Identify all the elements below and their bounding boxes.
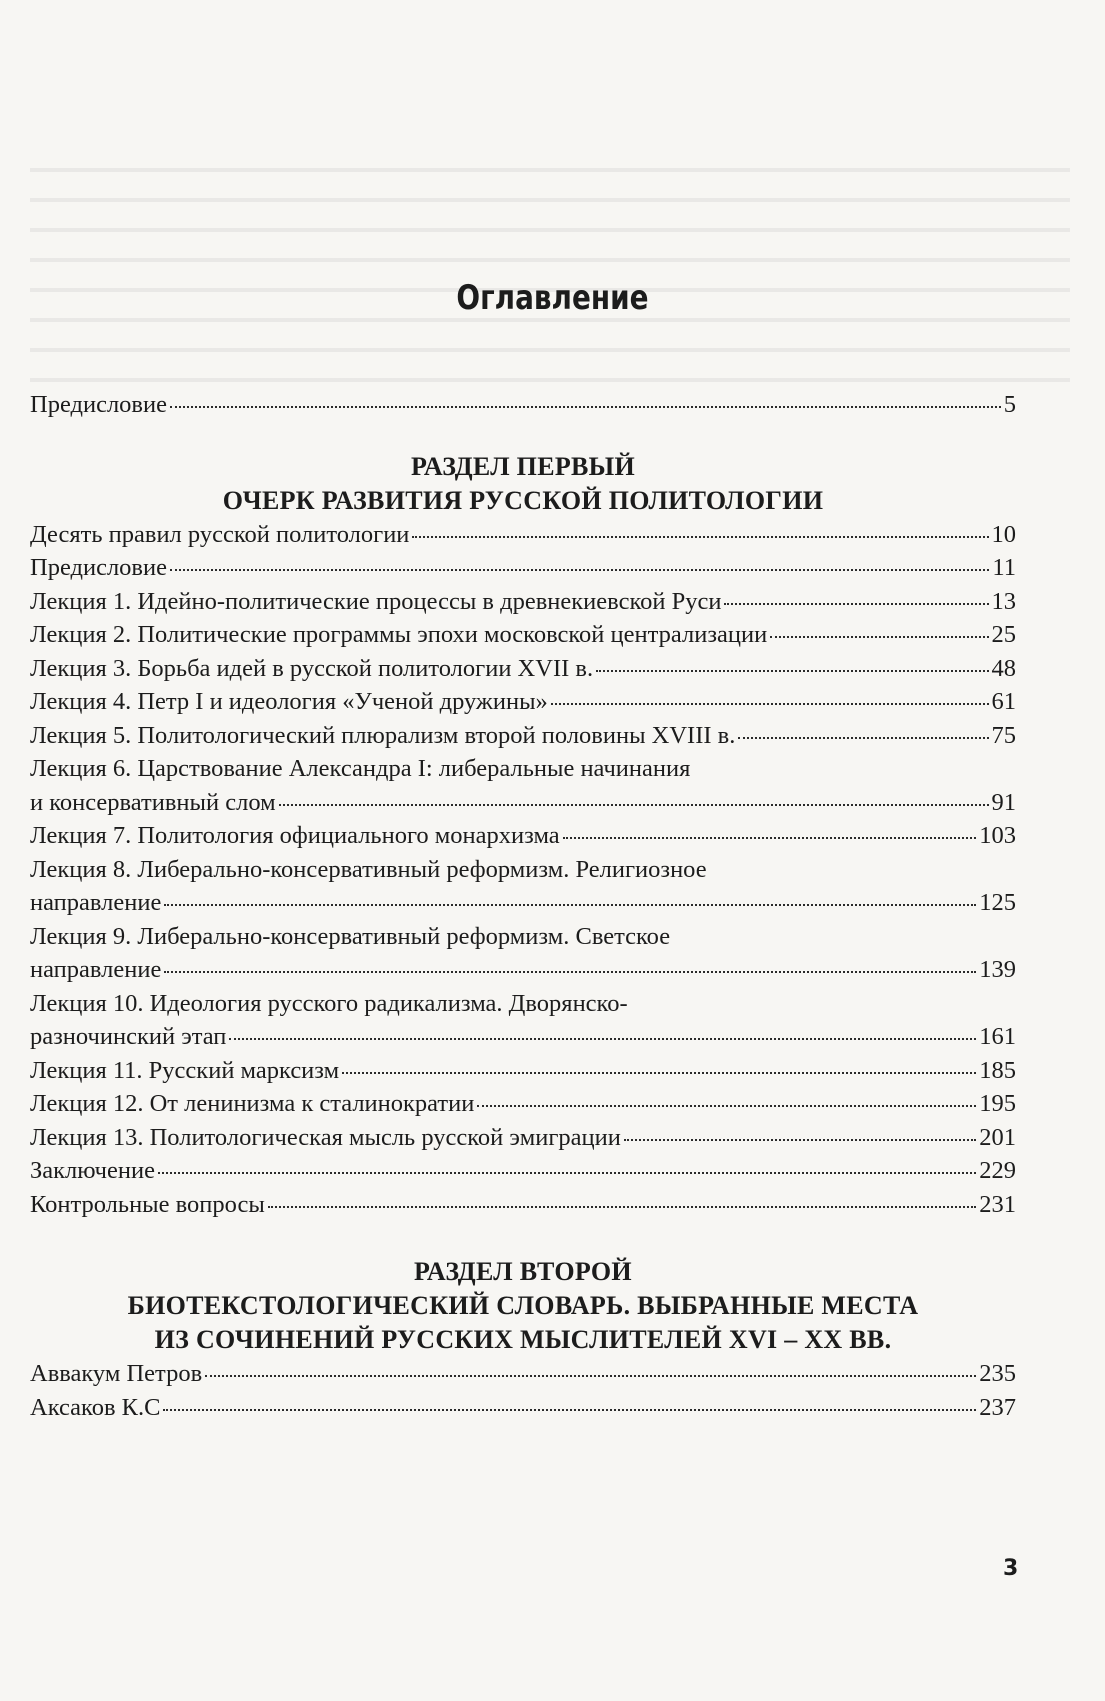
toc-entry-page: 235 (979, 1360, 1016, 1387)
dot-leader (163, 1409, 976, 1411)
toc-entry[interactable] (30, 551, 1016, 585)
toc-entry[interactable] (30, 819, 1016, 853)
toc-entry-title: Заключение (30, 1157, 155, 1184)
toc-entry[interactable] (30, 1087, 1016, 1121)
dot-leader (738, 737, 988, 739)
dot-leader (170, 406, 1001, 408)
section2-heading-line3: ИЗ СОЧИНЕНИЙ РУССКИХ МЫСЛИТЕЛЕЙ XVI – XX ВВ. (154, 1325, 892, 1354)
toc-entry[interactable] (30, 518, 1016, 552)
page-title: Оглавление (456, 278, 649, 318)
toc-entry-title: направление (30, 889, 162, 916)
toc-entry-title: Лекция 3. Борьба идей в русской политологии XVII в. (30, 654, 594, 682)
section2-entries (30, 1357, 1016, 1424)
toc-entry[interactable] (30, 1154, 1016, 1188)
toc-entry-title: Лекция 7. Политология официального монархизма (30, 822, 560, 849)
dot-leader (724, 603, 988, 605)
toc-entry-page: 195 (979, 1090, 1016, 1117)
toc-entry-page: 237 (979, 1393, 1016, 1421)
dot-leader (624, 1139, 976, 1141)
toc-entry-title: Аввакум Петров (30, 1360, 203, 1387)
toc-entry-page: 185 (979, 1056, 1016, 1084)
toc-entry-title: Лекция 2. Политические программы эпохи московской централизации (30, 621, 768, 648)
toc-entry-page: 10 (991, 520, 1016, 548)
toc-entry-title: разночинский этап (30, 1023, 227, 1050)
toc-entry-title: направление (30, 956, 162, 983)
dot-leader (770, 636, 988, 638)
dot-leader (279, 804, 989, 806)
toc-entry[interactable] (30, 652, 1016, 686)
toc-entry[interactable] (30, 685, 1016, 719)
toc-entry[interactable] (30, 853, 1016, 920)
dot-leader (164, 904, 976, 906)
section2-heading-line1: РАЗДЕЛ ВТОРОЙ (414, 1257, 632, 1286)
toc-entry[interactable] (30, 987, 1016, 1054)
toc-entry-title-line: Лекция 6. Царствование Александра I: либеральные начинания (30, 755, 691, 782)
toc-entry-page: 48 (991, 654, 1016, 682)
toc-entry-page: 25 (991, 621, 1016, 648)
toc-entry-title-line: Лекция 8. Либерально-консервативный реформизм. Религиозное (30, 855, 707, 883)
toc-entry-title: Предисловие (30, 391, 167, 418)
dot-leader (205, 1375, 976, 1377)
dot-leader (158, 1172, 976, 1174)
toc-entry-page: 229 (979, 1157, 1016, 1184)
toc-entry[interactable] (30, 752, 1016, 819)
toc-entry-page: 91 (991, 788, 1016, 816)
dot-leader (268, 1206, 976, 1208)
toc-entry-title: Лекция 4. Петр I и идеология «Ученой дружины» (30, 688, 548, 715)
toc-entry-title: Контрольные вопросы (30, 1190, 265, 1218)
toc-entry[interactable] (30, 920, 1016, 987)
dot-leader (170, 569, 989, 571)
toc-entry-page: 125 (979, 889, 1016, 916)
dot-leader (342, 1072, 976, 1074)
toc-entry-title: Предисловие (30, 554, 167, 581)
toc-entry-title: Лекция 11. Русский марксизм (30, 1056, 340, 1084)
dot-leader (563, 837, 977, 839)
dot-leader (412, 536, 988, 538)
toc-entry-title: Десять правил русской политологии (30, 520, 410, 548)
toc-entry-title: Лекция 13. Политологическая мысль русской эмиграции (30, 1123, 621, 1151)
section1-heading-line2: ОЧЕРК РАЗВИТИЯ РУССКОЙ ПОЛИТОЛОГИИ (222, 485, 824, 515)
toc-entry-page: 61 (991, 688, 1016, 715)
toc-entry[interactable] (30, 1121, 1016, 1155)
toc-entry-page: 231 (979, 1190, 1016, 1218)
toc-entry[interactable] (30, 1391, 1016, 1425)
toc-entry-page: 11 (992, 554, 1016, 581)
toc-entry-page: 13 (991, 587, 1016, 615)
toc-entry[interactable] (30, 719, 1016, 753)
section1-heading-line1: РАЗДЕЛ ПЕРВЫЙ (410, 451, 636, 481)
toc-entry-title-line: Лекция 9. Либерально-консервативный реформизм. Светское (30, 922, 671, 950)
table-of-contents (30, 388, 1016, 1424)
toc-entry-title-line: Лекция 10. Идеология русского радикализма. Дворянско- (30, 989, 628, 1017)
toc-entry-title: и консервативный слом (30, 788, 276, 816)
toc-entry-title: Аксаков К.С (30, 1393, 161, 1421)
toc-entry[interactable] (30, 1188, 1016, 1222)
toc-entry-title: Лекция 5. Политологический плюрализм второй половины XVIII в. (30, 721, 736, 749)
toc-entry-page: 103 (979, 822, 1016, 849)
toc-entry[interactable] (30, 1357, 1016, 1391)
toc-entry-page: 201 (979, 1123, 1016, 1151)
dot-leader (164, 971, 976, 973)
toc-entry[interactable] (30, 1054, 1016, 1088)
bleed-through-texture (30, 150, 1070, 400)
toc-entry[interactable] (30, 618, 1016, 652)
toc-entry-page: 75 (991, 721, 1016, 749)
section2-heading-line2: БИОТЕКСТОЛОГИЧЕСКИЙ СЛОВАРЬ. ВЫБРАННЫЕ МЕСТА (127, 1291, 919, 1320)
section1-entries (30, 518, 1016, 1222)
dot-leader (596, 670, 988, 672)
toc-entry-page: 139 (979, 956, 1016, 983)
page-number: 3 (1003, 1556, 1019, 1581)
toc-entry-page: 5 (1003, 391, 1016, 418)
dot-leader (229, 1038, 976, 1040)
toc-entry-title: Лекция 12. От ленинизма к сталинократии (30, 1090, 475, 1117)
toc-entry-title: Лекция 1. Идейно-политические процессы в древнекиевской Руси (30, 587, 722, 615)
toc-entry-page: 161 (979, 1023, 1016, 1050)
dot-leader (551, 703, 989, 705)
dot-leader (477, 1105, 976, 1107)
toc-entry-preface[interactable] (30, 388, 1016, 422)
toc-entry[interactable] (30, 585, 1016, 619)
